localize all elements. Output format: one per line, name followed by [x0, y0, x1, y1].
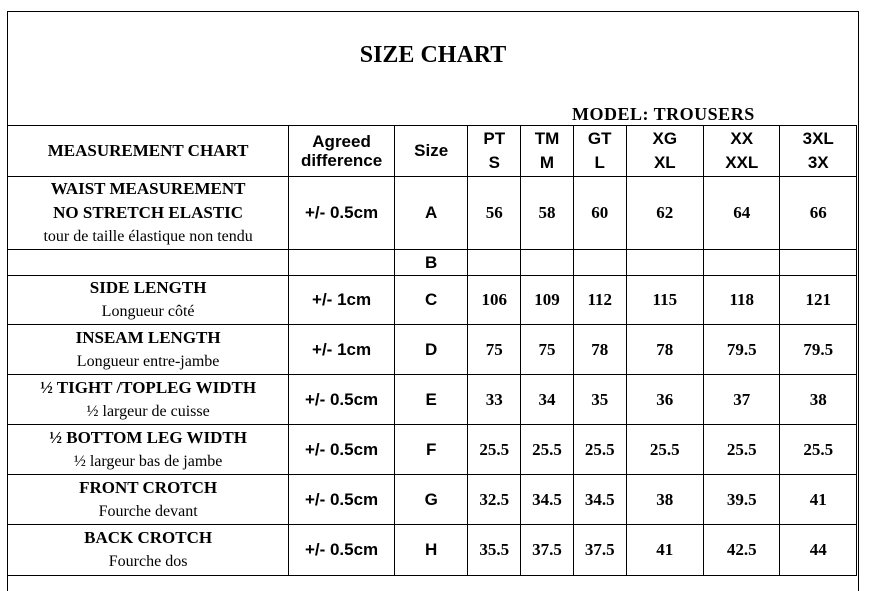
header-size-l [573, 126, 626, 177]
value-cell: 35.5 [468, 525, 521, 576]
value-cell: 78 [626, 325, 703, 375]
measurement-name-french: ½ largeur bas de jambe [73, 452, 223, 470]
agreed-difference-cell: +/- 1cm [289, 276, 395, 325]
value-cell: 118 [704, 276, 780, 325]
empty-cell [704, 250, 780, 276]
size-code-top: XG [652, 129, 678, 148]
measurement-label [8, 177, 289, 250]
size-code-top: XX [730, 129, 754, 148]
measurement-name-line2: NO STRETCH ELASTIC [53, 203, 244, 222]
table-row-a [8, 177, 857, 250]
value-cell: 75 [468, 325, 521, 375]
table-row-g [8, 475, 857, 525]
header-size-m [521, 126, 574, 177]
page-title: SIZE CHART [359, 42, 507, 68]
value-cell: 33 [468, 375, 521, 425]
value-cell: 66 [780, 177, 857, 250]
agreed-difference-cell: +/- 0.5cm [289, 475, 395, 525]
header-agreed-difference [289, 126, 395, 177]
size-code-top: GT [587, 129, 612, 148]
agreed-difference-cell: +/- 0.5cm [289, 525, 395, 576]
value-cell: 62 [626, 177, 703, 250]
value-cell: 37.5 [521, 525, 574, 576]
measurement-name: ½ TIGHT /TOPLEG WIDTH [40, 377, 257, 397]
measurement-name-french: tour de taille élastique non tendu [43, 228, 253, 245]
size-chart-document [7, 11, 859, 591]
value-cell: 25.5 [704, 425, 780, 475]
value-cell: 38 [780, 375, 857, 425]
measurement-name-french: Longueur côté [101, 303, 195, 320]
value-cell: 39.5 [704, 475, 780, 525]
model-label: MODEL: TROUSERS [572, 104, 755, 124]
value-cell: 121 [780, 276, 857, 325]
table-row-f [8, 425, 857, 475]
measurement-name-french: Longueur entre-jambe [76, 352, 220, 370]
value-cell: 79.5 [704, 325, 780, 375]
size-letter-cell: A [394, 177, 468, 250]
empty-cell [521, 250, 574, 276]
value-cell: 44 [780, 525, 857, 576]
size-letter-cell: F [394, 425, 468, 475]
size-letter-cell: B [394, 250, 468, 276]
value-cell: 25.5 [626, 425, 703, 475]
value-cell: 56 [468, 177, 521, 250]
header-size-xl [626, 126, 703, 177]
measurement-name: SIDE LENGTH [89, 278, 207, 297]
agreed-difference-cell: +/- 1cm [289, 325, 395, 375]
table-row-e [8, 375, 857, 425]
value-cell: 78 [573, 325, 626, 375]
header-measurement-chart: MEASUREMENT CHART [8, 126, 289, 177]
value-cell: 34 [521, 375, 574, 425]
table-row-c [8, 276, 857, 325]
value-cell: 60 [573, 177, 626, 250]
header-size: Size [394, 126, 468, 177]
table-row-d [8, 325, 857, 375]
size-code-top: PT [483, 129, 506, 148]
header-size-3xl [780, 126, 857, 177]
size-letter-cell: C [394, 276, 468, 325]
value-cell: 35 [573, 375, 626, 425]
size-code-bottom: L [594, 153, 605, 172]
value-cell: 41 [626, 525, 703, 576]
size-code-top: 3XL [802, 129, 834, 148]
value-cell: 34.5 [573, 475, 626, 525]
size-letter-cell: D [394, 325, 468, 375]
size-code-bottom: M [539, 153, 555, 172]
size-code-bottom: XXL [725, 153, 759, 172]
empty-cell [289, 250, 395, 276]
measurement-label [8, 525, 289, 576]
value-cell: 38 [626, 475, 703, 525]
value-cell: 37.5 [573, 525, 626, 576]
measurement-label [8, 276, 289, 325]
value-cell: 58 [521, 177, 574, 250]
header-size-s [468, 126, 521, 177]
value-cell: 25.5 [780, 425, 857, 475]
header-agreed-line1: Agreed [312, 132, 371, 151]
value-cell: 42.5 [704, 525, 780, 576]
agreed-difference-cell: +/- 0.5cm [289, 375, 395, 425]
measurement-name: ½ BOTTOM LEG WIDTH [49, 427, 247, 447]
size-code-top: TM [534, 129, 560, 148]
measurement-name-french: ½ largeur de cuisse [86, 402, 210, 420]
size-letter-cell: G [394, 475, 468, 525]
value-cell: 112 [573, 276, 626, 325]
size-chart-table [7, 125, 857, 576]
empty-cell [573, 250, 626, 276]
empty-cell [8, 250, 289, 276]
measurement-name-french: Fourche dos [108, 553, 188, 570]
table-row-h [8, 525, 857, 576]
measurement-label [8, 425, 289, 475]
measurement-name: INSEAM LENGTH [75, 327, 221, 347]
measurement-label [8, 475, 289, 525]
size-code-bottom: 3X [807, 153, 829, 172]
value-cell: 25.5 [573, 425, 626, 475]
measurement-name-french: Fourche devant [98, 502, 198, 520]
table-row-b [8, 250, 857, 276]
value-cell: 115 [626, 276, 703, 325]
empty-cell [468, 250, 521, 276]
header-size-xxl [704, 126, 780, 177]
agreed-difference-cell: +/- 0.5cm [289, 425, 395, 475]
agreed-difference-cell: +/- 0.5cm [289, 177, 395, 250]
value-cell: 36 [626, 375, 703, 425]
value-cell: 41 [780, 475, 857, 525]
value-cell: 75 [521, 325, 574, 375]
size-letter-cell: E [394, 375, 468, 425]
value-cell: 37 [704, 375, 780, 425]
value-cell: 64 [704, 177, 780, 250]
empty-cell [626, 250, 703, 276]
value-cell: 106 [468, 276, 521, 325]
value-cell: 25.5 [521, 425, 574, 475]
measurement-label [8, 375, 289, 425]
size-letter-cell: H [394, 525, 468, 576]
header-agreed-line2: difference [300, 151, 383, 170]
empty-cell [780, 250, 857, 276]
header-row [8, 126, 857, 177]
value-cell: 25.5 [468, 425, 521, 475]
measurement-name-line1: WAIST MEASUREMENT [50, 179, 246, 198]
size-code-bottom: S [488, 153, 500, 172]
measurement-name: FRONT CROTCH [79, 477, 218, 497]
value-cell: 32.5 [468, 475, 521, 525]
value-cell: 109 [521, 276, 574, 325]
measurement-label [8, 325, 289, 375]
value-cell: 79.5 [780, 325, 857, 375]
value-cell: 34.5 [521, 475, 574, 525]
size-code-bottom: XL [653, 153, 676, 172]
measurement-name: BACK CROTCH [84, 528, 213, 547]
